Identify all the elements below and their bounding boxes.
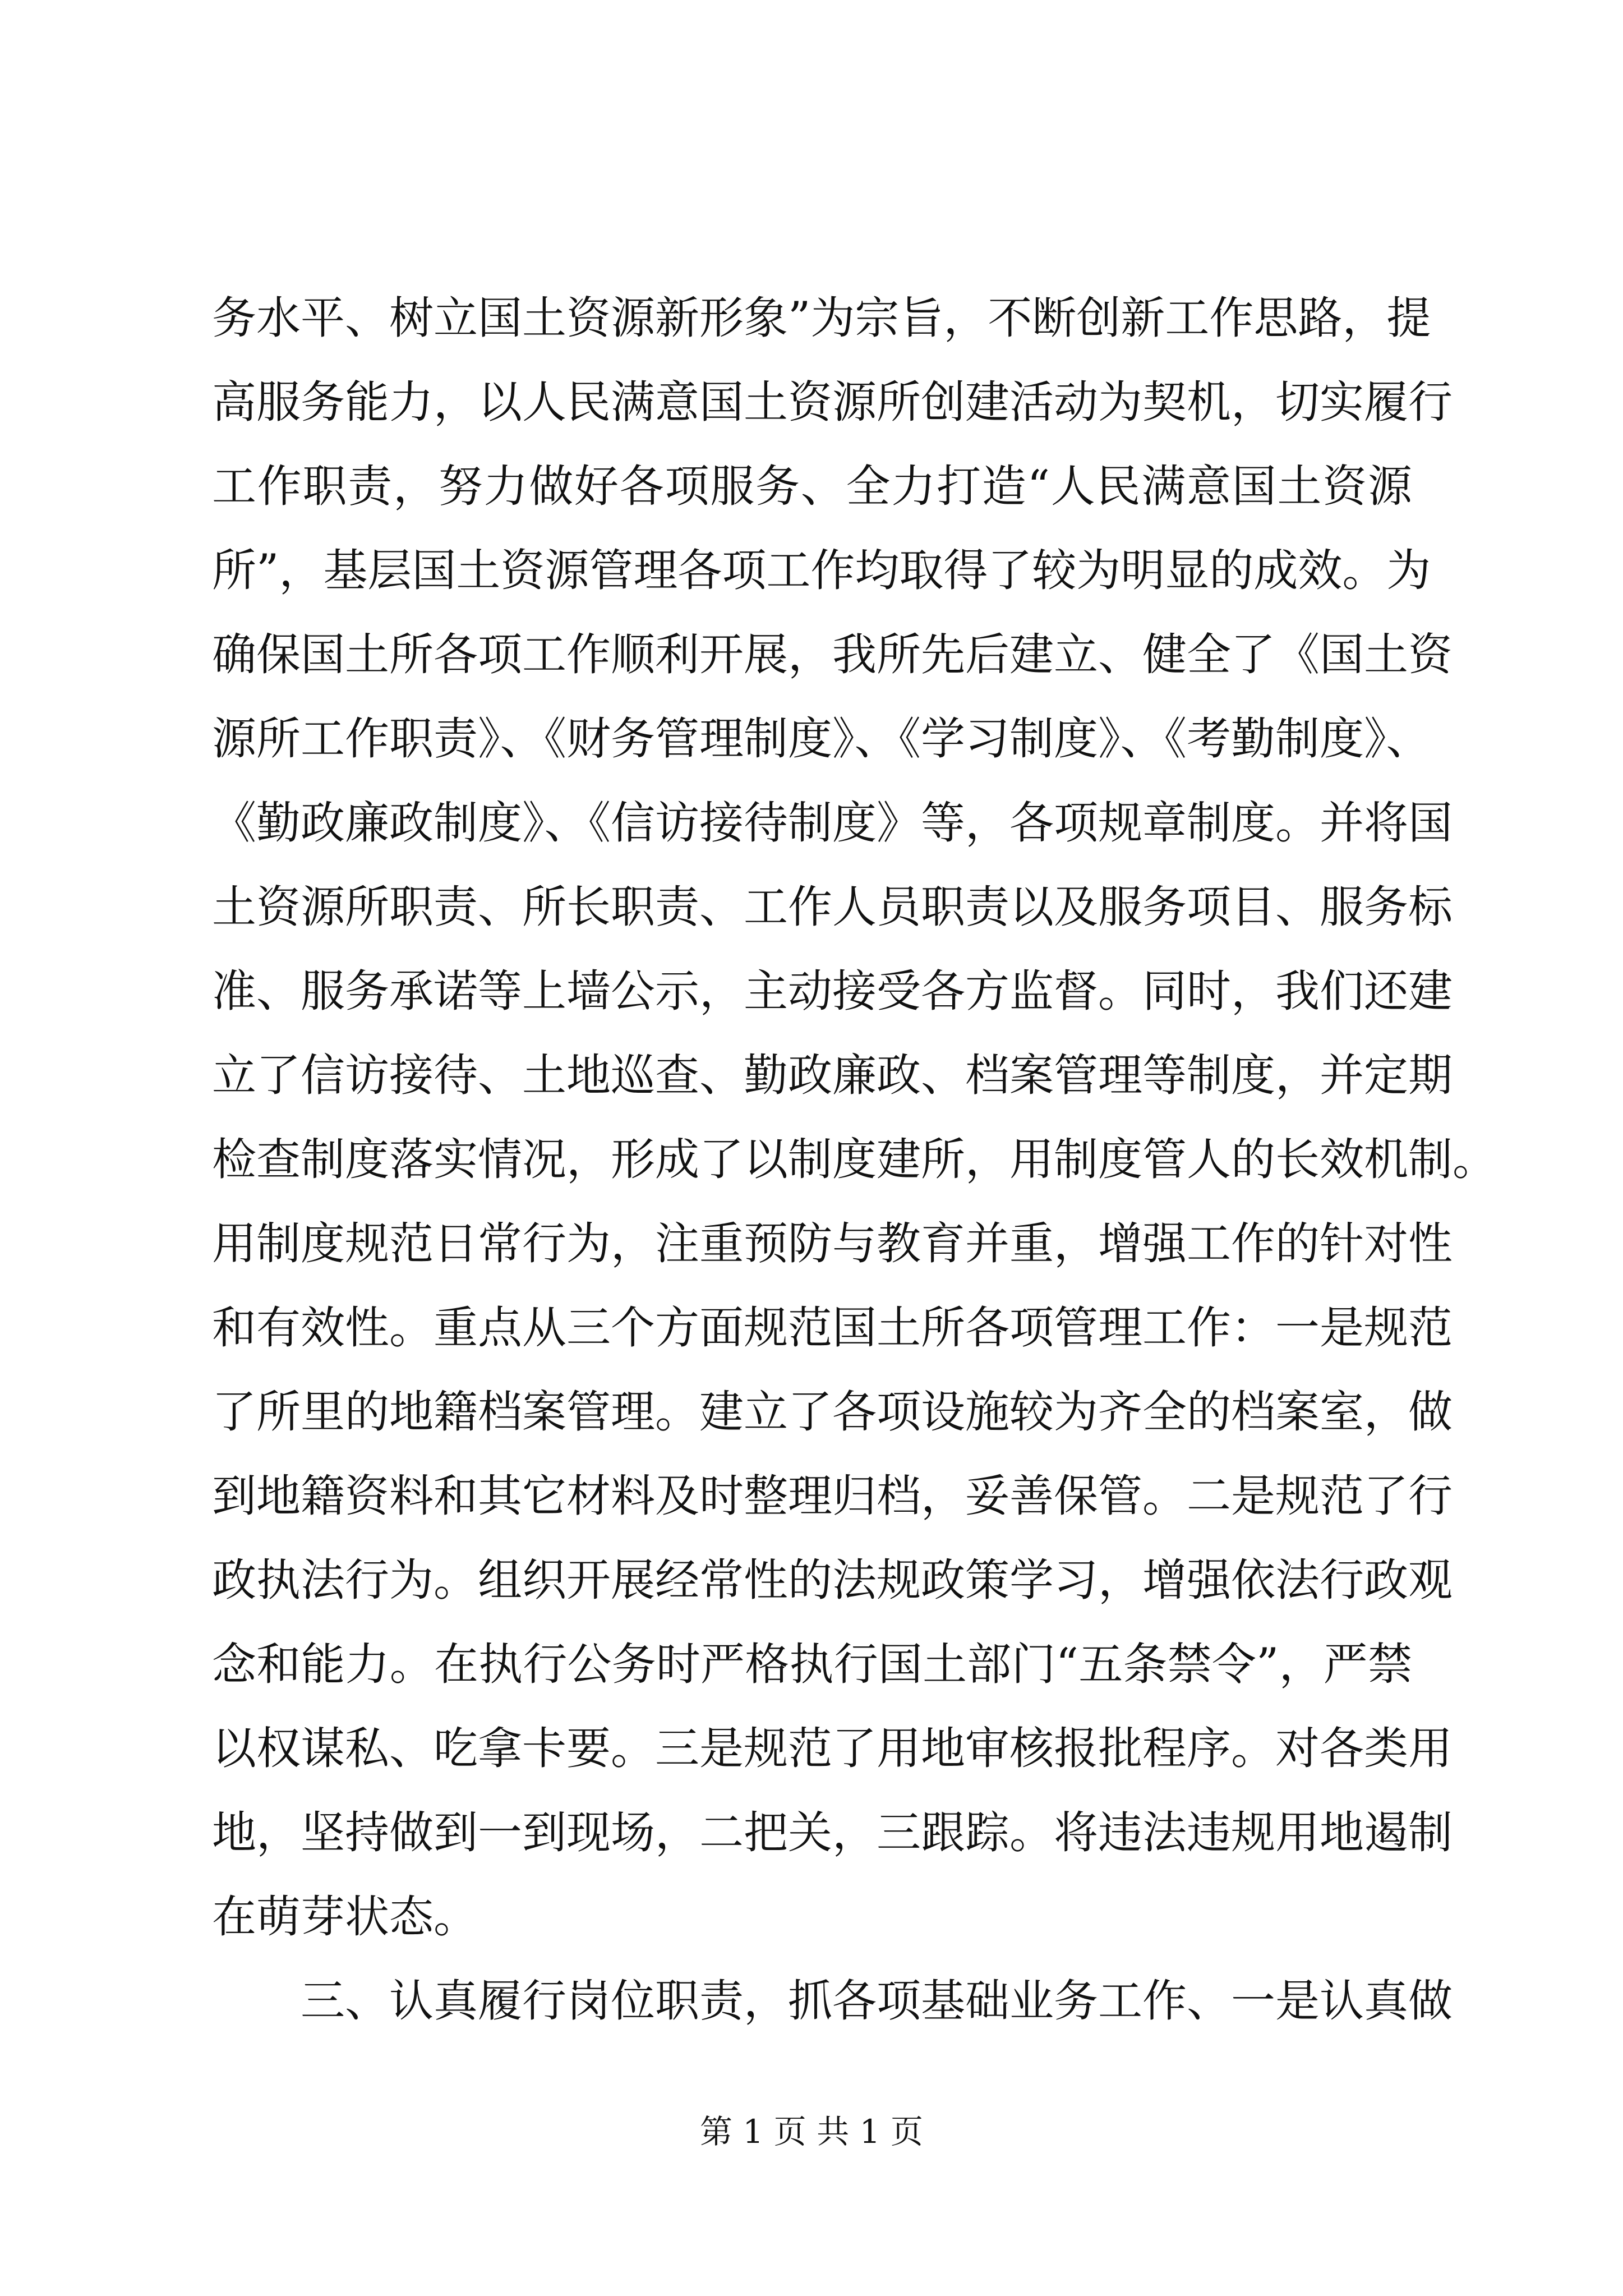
body-text	[212, 276, 1497, 2043]
text-line-20: 在萌芽状态。	[212, 1891, 478, 1943]
page-footer: 第 1 页 共 1 页	[700, 2113, 923, 2151]
text-line-17: 念和能力。在执行公务时严格执行国土部门“五条禁令”，严禁	[212, 1639, 1412, 1690]
text-line-9: 准、服务承诺等上墙公示，主动接受各方监督。同时，我们还建	[212, 965, 1453, 1017]
text-line-14: 了所里的地籍档案管理。建立了各项设施较为齐全的档案室，做	[212, 1386, 1453, 1438]
text-line-7: 《勤政廉政制度》、《信访接待制度》等，各项规章制度。并将国	[212, 797, 1453, 849]
text-line-21: 三、认真履行岗位职责，抓各项基础业务工作、一是认真做	[301, 1975, 1453, 2027]
text-line-3: 工作职责，努力做好各项服务、全力打造“人民满意国土资源	[212, 461, 1412, 512]
text-line-11: 检查制度落实情况，形成了以制度建所，用制度管人的长效机制。	[212, 1134, 1497, 1185]
text-line-4: 所”，基层国土资源管理各项工作均取得了较为明显的成效。为	[212, 545, 1431, 596]
text-line-15: 到地籍资料和其它材料及时整理归档，妥善保管。二是规范了行	[212, 1470, 1453, 1522]
text-line-5: 确保国土所各项工作顺利开展，我所先后建立、健全了《国土资	[212, 629, 1453, 680]
text-line-19: 地，坚持做到一到现场，二把关，三跟踪。将违法违规用地遏制	[212, 1807, 1453, 1858]
text-line-8: 土资源所职责、所长职责、工作人员职责以及服务项目、服务标	[212, 881, 1453, 933]
text-line-1: 务水平、树立国土资源新形象”为宗旨，不断创新工作思路，提	[212, 292, 1431, 344]
text-line-12: 用制度规范日常行为，注重预防与教育并重，增强工作的针对性	[212, 1218, 1453, 1269]
text-line-16: 政执法行为。组织开展经常性的法规政策学习，增强依法行政观	[212, 1554, 1453, 1606]
text-line-6: 源所工作职责》、《财务管理制度》、《学习制度》、《考勤制度》、	[212, 713, 1431, 765]
text-line-2: 高服务能力，以人民满意国土资源所创建活动为契机，切实履行	[212, 376, 1453, 428]
text-line-10: 立了信访接待、土地巡查、勤政廉政、档案管理等制度，并定期	[212, 1050, 1453, 1101]
text-line-18: 以权谋私、吃拿卡要。三是规范了用地审核报批程序。对各类用	[212, 1723, 1453, 1774]
text-line-13: 和有效性。重点从三个方面规范国土所各项管理工作：一是规范	[212, 1302, 1453, 1354]
